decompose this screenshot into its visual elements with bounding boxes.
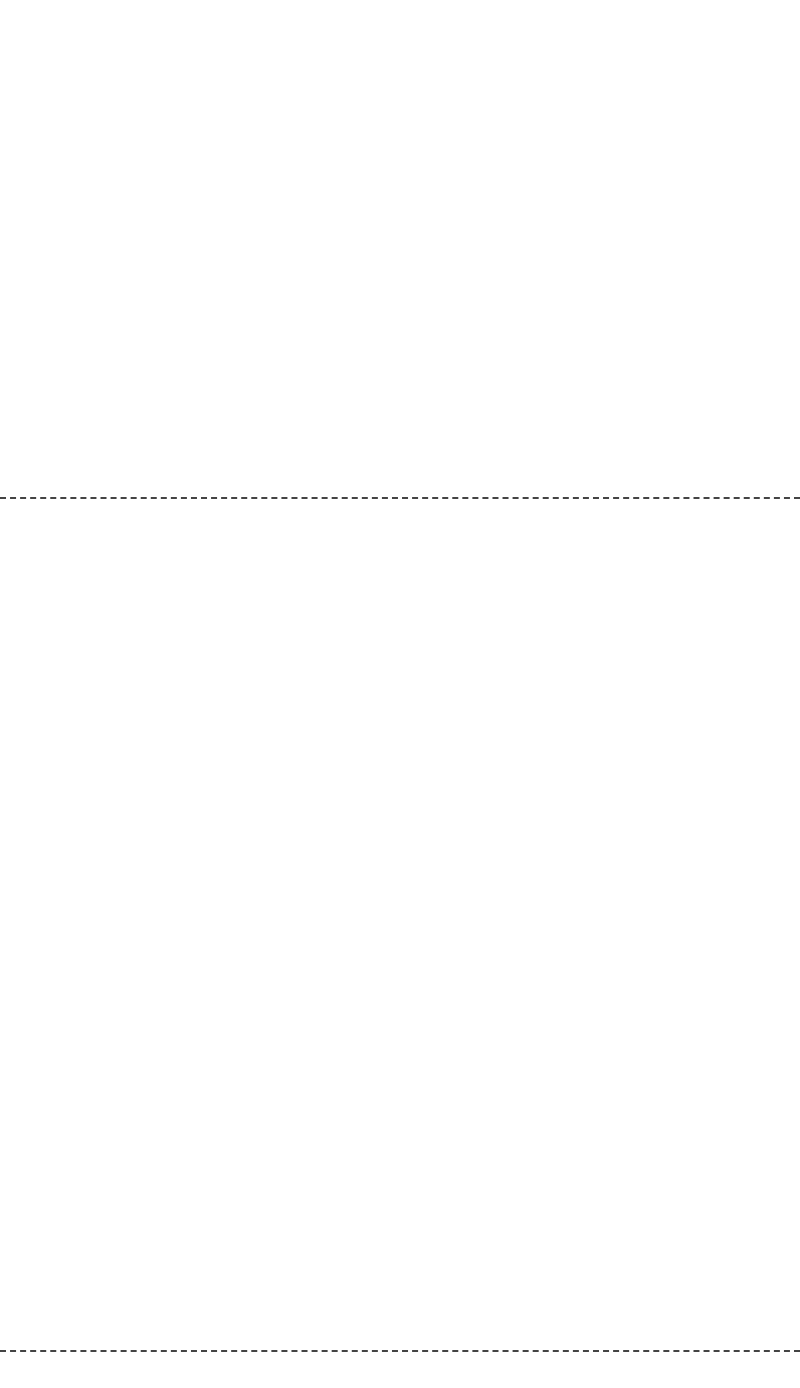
section-divider (0, 1350, 800, 1352)
product-size-chart-title (0, 853, 800, 887)
standard-size-title (0, 2, 800, 34)
product-information-title (0, 535, 800, 569)
details-title (0, 1316, 800, 1350)
section-divider (0, 497, 800, 499)
